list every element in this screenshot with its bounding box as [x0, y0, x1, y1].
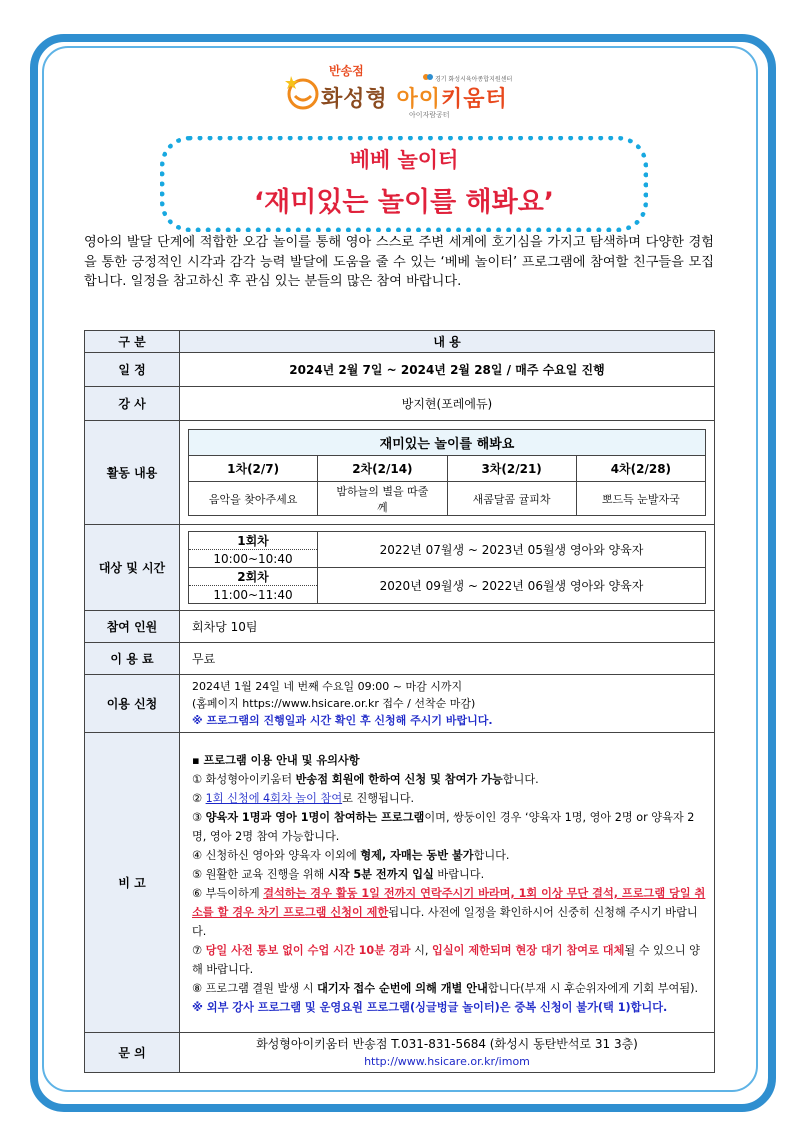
activity-cell [180, 421, 715, 525]
target-cell [180, 525, 715, 611]
target-table [188, 531, 706, 604]
activity-label: 활동 내용 [85, 421, 180, 525]
instructor-value: 방지현(포레에듀) [180, 387, 715, 421]
note-item: ※ 외부 강사 프로그램 및 운영요원 프로그램(싱글벙글 놀이터)은 중복 신청이 불가(택 1)합니다. [192, 1001, 668, 1014]
target-label: 대상 및 시간 [85, 525, 180, 611]
note-item: ① 화성형아이키움터 반송점 회원에 한하여 신청 및 참여가 가능합니다. [192, 773, 539, 786]
notes-cell [180, 733, 715, 1033]
header-label: 구 분 [85, 331, 180, 353]
session-topic: 새콤달콤 귤피차 [447, 482, 576, 516]
logo-name: 화성형 아이키움터 [321, 87, 508, 112]
session-round: 1차(2/7) [189, 456, 318, 482]
logo [285, 62, 545, 122]
participants-value: 회차당 10팀 [180, 611, 715, 643]
notes-heading: ▪ 프로그램 이용 안내 및 유의사항 [192, 754, 360, 767]
schedule-label: 일 정 [85, 353, 180, 387]
logo-subtitle: 아이자람공터 [409, 111, 450, 119]
session-round: 4차(2/28) [576, 456, 705, 482]
header-content: 내 용 [180, 331, 715, 353]
target-desc: 2022년 07월생 ~ 2023년 05월생 영아와 양육자 [318, 532, 706, 568]
session-round: 2차(2/14) [318, 456, 447, 482]
target-round: 2회차 [189, 568, 318, 586]
target-time: 11:00~11:40 [189, 586, 318, 604]
session-topic: 뽀드득 눈발자국 [576, 482, 705, 516]
title-line1: 베베 놀이터 [349, 148, 459, 172]
apply-method: (홈페이지 https://www.hsicare.or.kr 접수 / 선착순 마감) [192, 697, 476, 710]
note-item: ⑦ 당일 사전 통보 없이 수업 시간 10분 경과 시, 입실이 제한되며 현장 대기 참여로 대체될 수 있으니 양해 바랍니다. [192, 944, 700, 976]
contact-info: 화성형아이키움터 반송점 T.031-831-5684 (화성시 동탄반석로 31 3층) [256, 1036, 638, 1051]
logo-org: 경기 화성시육아종합지원센터 [435, 76, 513, 83]
apply-cell [180, 675, 715, 733]
schedule-value: 2024년 2월 7일 ~ 2024년 2월 28일 / 매주 수요일 진행 [180, 353, 715, 387]
notes-label: 비 고 [85, 733, 180, 1033]
activity-table [188, 429, 706, 516]
activity-title: 재미있는 놀이를 해봐요 [189, 430, 706, 456]
org-logo-icon [423, 73, 433, 81]
fee-label: 이 용 료 [85, 643, 180, 675]
intro-text: 영아의 발달 단계에 적합한 오감 놀이를 통해 영아 스스로 주변 세계에 호기심을 가지고 탐색하며 다양한 경험을 통한 긍정적인 시각과 감각 능력 발달에 도움을 줄 수 있는 ‘베베 놀이터’ 프로그램에 참여할 친구들을 모집합니다. 일정을 참고하신 후 관심 있는 분들의 많은 참여 바랍니다. [84, 235, 714, 290]
note-item: ④ 신청하신 영아와 양육자 이외에 형제, 자매는 동반 불가합니다. [192, 849, 510, 862]
note-item: ③ 양육자 1명과 영아 1명이 참여하는 프로그램이며, 쌍둥이인 경우 ‘양육자 1명, 영아 2명 or 양육자 2명, 영아 2명 참여 가능합니다. [192, 811, 695, 843]
contact-label: 문 의 [85, 1033, 180, 1073]
note-item: ⑥ 부득이하게 결석하는 경우 활동 1일 전까지 연락주시기 바라며, 1회 이상 무단 결석, 프로그램 당일 취소를 할 경우 차기 프로그램 신청이 제한됩니다. 사전에 일정을 확인하시어 신중히 신청해 주시기 바랍니다. [192, 887, 706, 938]
session-topic: 밤하늘의 별을 따줄께 [318, 482, 447, 516]
instructor-label: 강 사 [85, 387, 180, 421]
target-round: 1회차 [189, 532, 318, 550]
info-table [84, 330, 715, 1073]
target-desc: 2020년 09월생 ~ 2022년 06월생 영아와 양육자 [318, 568, 706, 604]
note-item: ⑤ 원활한 교육 진행을 위해 시작 5분 전까지 입실 바랍니다. [192, 868, 485, 881]
contact-cell [180, 1033, 715, 1073]
title-line2: ‘재미있는 놀이를 해봐요’ [253, 187, 555, 218]
apply-notice: ※ 프로그램의 진행일과 시간 확인 후 신청해 주시기 바랍니다. [192, 714, 493, 727]
note-item: ② 1회 신청에 4회차 놀이 참여로 진행됩니다. [192, 792, 415, 805]
participants-label: 참여 인원 [85, 611, 180, 643]
contact-link[interactable]: http://www.hsicare.or.kr/imom [364, 1054, 530, 1068]
target-time: 10:00~10:40 [189, 550, 318, 568]
fee-value: 무료 [180, 643, 715, 675]
smile-logo-icon [285, 72, 321, 112]
logo-branch: 반송점 [329, 64, 364, 78]
note-item: ⑧ 프로그램 결원 발생 시 대기자 접수 순번에 의해 개별 안내합니다(부재 시 후순위자에게 기회 부여됨). [192, 982, 699, 995]
apply-date: 2024년 1월 24일 네 번째 수요일 09:00 ~ 마감 시까지 [192, 680, 463, 693]
session-topic: 음악을 찾아주세요 [189, 482, 318, 516]
session-round: 3차(2/21) [447, 456, 576, 482]
apply-label: 이용 신청 [85, 675, 180, 733]
